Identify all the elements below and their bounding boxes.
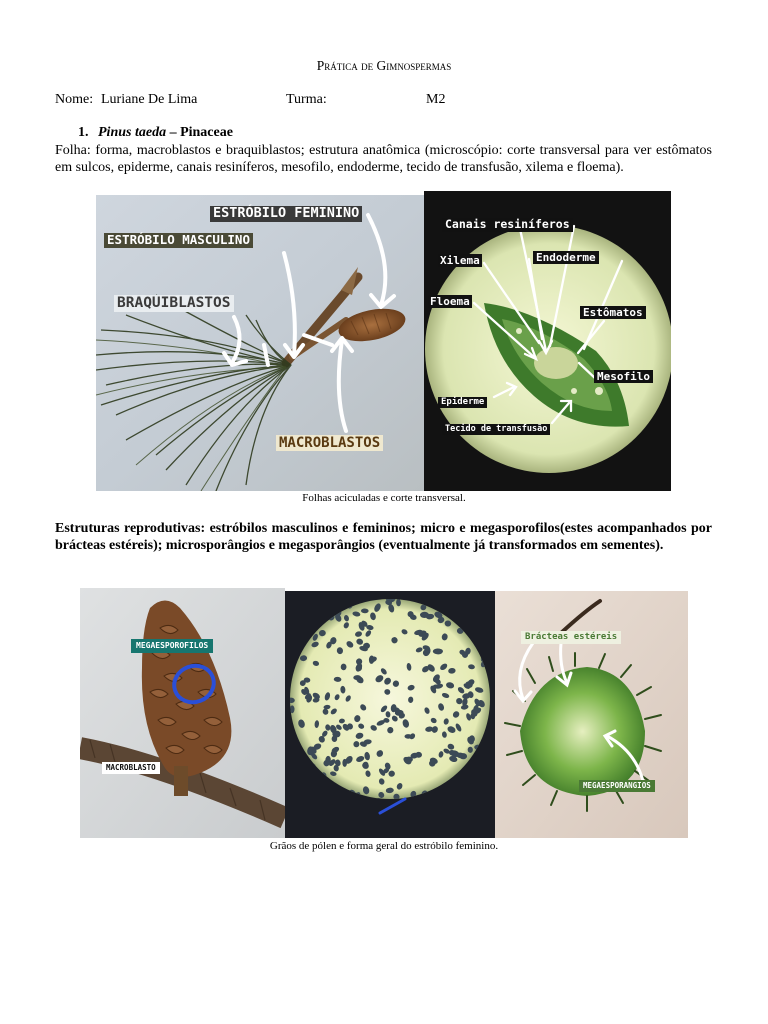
section-heading	[78, 125, 233, 141]
figure1-caption: Folhas aciculadas e corte transversal.	[302, 492, 466, 504]
label-estomatos: Estômatos	[580, 306, 646, 319]
section-number: 1.	[78, 125, 89, 140]
section2-paragraph: Estruturas reprodutivas: estróbilos masculinos e femininos; micro e megasporofilos(estes acompanhados por brácteas estéreis); microsporângios e megasporângios (eventualmente já transformados em sementes).	[55, 521, 712, 553]
species-name: Pinus taeda	[98, 125, 167, 140]
label-macroblastos: MACROBLASTOS	[276, 435, 383, 451]
label-floema: Floema	[430, 295, 470, 308]
label-estrobilo-feminino: ESTRÓBILO FEMININO	[210, 206, 362, 222]
label-bracteas-text: Brácteas estéreis	[525, 632, 618, 642]
cut-cone-photo	[495, 591, 688, 838]
pine-branch-photo	[96, 195, 424, 491]
label-megaesporangios: MEGAESPORANGIOS	[579, 780, 655, 792]
family-name: Pinaceae	[180, 125, 233, 140]
pollen-microscope-photo	[285, 591, 495, 838]
label-tecido-transfusao: Tecido de transfusão	[442, 424, 550, 435]
female-cone-photo	[80, 588, 285, 838]
label-mesofilo: Mesofilo	[594, 370, 653, 383]
heading-separator: –	[166, 125, 181, 140]
label-bracteas-estereis	[521, 631, 621, 644]
nome-label: Nome:	[55, 92, 94, 107]
label-braquiblastos: BRAQUIBLASTOS	[114, 295, 234, 312]
label-endoderme: Endoderme	[533, 251, 599, 264]
label-megaesporofilos: MEGAESPOROFILOS	[131, 639, 213, 653]
turma-value: M2	[426, 92, 446, 107]
turma-label: Turma:	[286, 92, 327, 107]
figure2-caption: Grãos de pólen e forma geral do estróbilo feminino.	[269, 840, 499, 852]
page-title: Prática de Gimnospermas	[316, 58, 452, 73]
section1-paragraph: Folha: forma, macroblastos e braquiblastos; estrutura anatômica (microscópio: corte transversal para ver estômatos em sulcos, epiderme, canais resiníferos, mesofilo, endoderme, tecido de transfusão, xilema e floema).	[55, 143, 712, 175]
label-epiderme: Epiderme	[438, 397, 487, 408]
pollen-grain	[420, 612, 429, 618]
label-macroblasto: MACROBLASTO	[102, 762, 160, 774]
nome-value: Luriane De Lima	[101, 92, 198, 107]
label-canais-resiniferos: Canais resiníferos	[442, 218, 573, 232]
label-xilema: Xilema	[440, 254, 480, 267]
microscope-cross-section-photo	[424, 191, 671, 491]
label-estrobilo-masculino: ESTRÓBILO MASCULINO	[104, 233, 253, 248]
